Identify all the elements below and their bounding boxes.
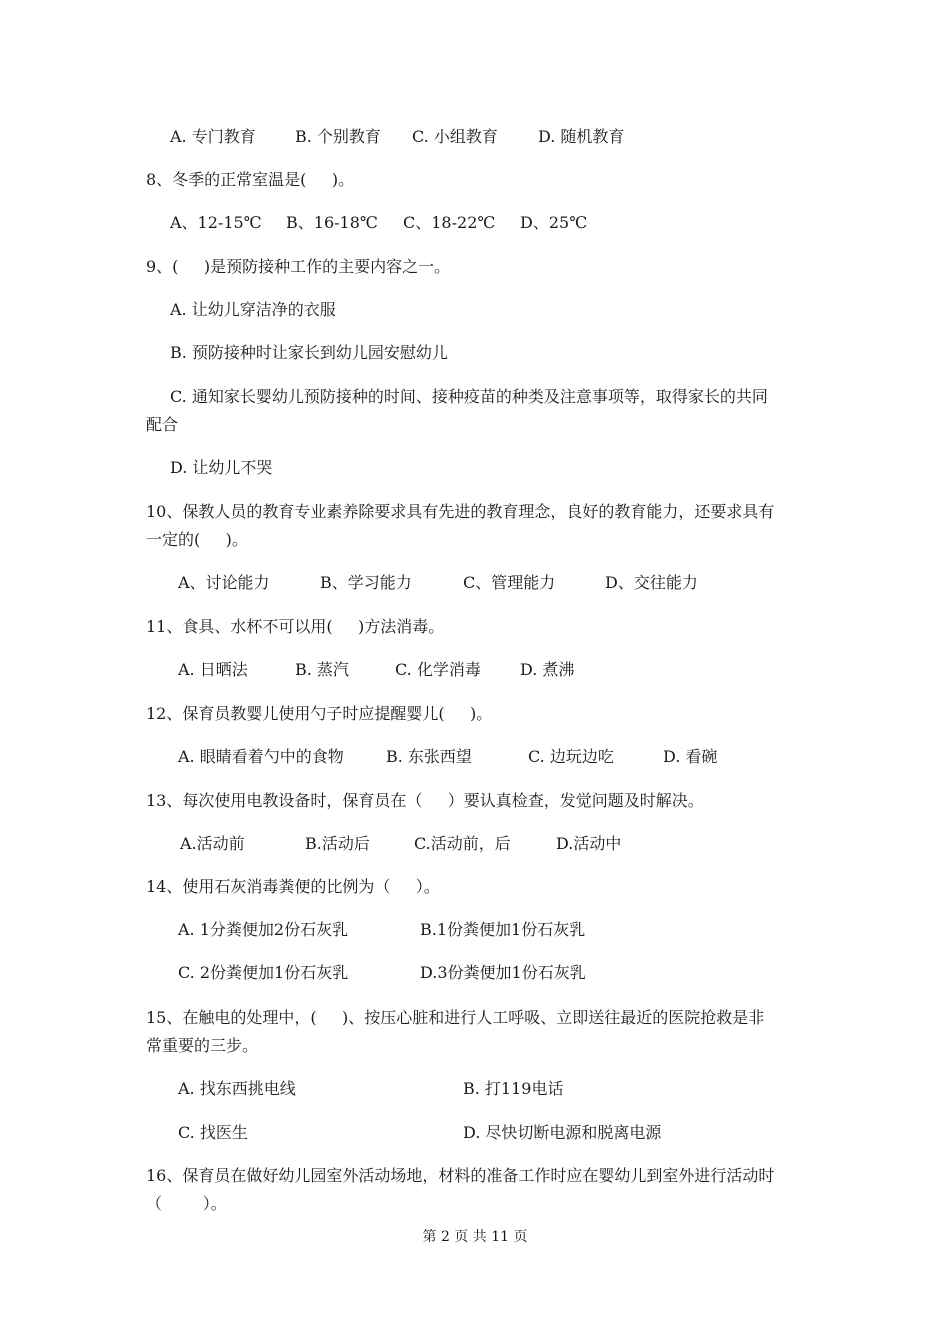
- q8-option-b: B、16-18℃: [286, 213, 378, 232]
- q13-option-a: A.活动前: [180, 834, 245, 853]
- q8-option-d: D、25℃: [520, 213, 588, 232]
- q16-stem-line2: （ ）。: [146, 1194, 227, 1213]
- q9-option-c-line1: C. 通知家长婴幼儿预防接种的时间、接种疫苗的种类及注意事项等，取得家长的共同: [170, 387, 768, 406]
- q11-option-d: D. 煮沸: [520, 660, 575, 679]
- q14-option-d: D.3份粪便加1份石灰乳: [420, 963, 586, 982]
- q15-stem-line1: 15、在触电的处理中，( )、按压心脏和进行人工呼吸、立即送往最近的医院抢救是非: [146, 1008, 765, 1027]
- q11-option-b: B. 蒸汽: [295, 660, 349, 679]
- q10-stem-line1: 10、保教人员的教育专业素养除要求具有先进的教育理念，良好的教育能力，还要求具有: [146, 502, 775, 521]
- q12-stem: 12、保育员教婴儿使用勺子时应提醒婴儿( )。: [146, 704, 493, 723]
- q9-option-d: D. 让幼儿不哭: [170, 458, 273, 477]
- q8-option-c: C、18-22℃: [403, 213, 496, 232]
- q12-option-d: D. 看碗: [663, 747, 718, 766]
- q15-option-b: B. 打119电话: [463, 1079, 564, 1098]
- q13-option-b: B.活动后: [305, 834, 370, 853]
- q7-option-d: D. 随机教育: [538, 127, 625, 146]
- q7-option-b: B. 个别教育: [295, 127, 381, 146]
- q8-option-a: A、12-15℃: [170, 213, 262, 232]
- q11-stem: 11、食具、水杯不可以用( )方法消毒。: [146, 617, 445, 636]
- q12-option-b: B. 东张西望: [386, 747, 472, 766]
- q16-stem-line1: 16、保育员在做好幼儿园室外活动场地，材料的准备工作时应在婴幼儿到室外进行活动时: [146, 1166, 775, 1185]
- q15-option-c: C. 找医生: [178, 1123, 248, 1142]
- q11-option-c: C. 化学消毒: [395, 660, 481, 679]
- q10-option-c: C、管理能力: [463, 573, 556, 592]
- q9-stem: 9、( )是预防接种工作的主要内容之一。: [146, 257, 451, 276]
- q15-stem-line2: 常重要的三步。: [146, 1036, 259, 1055]
- q7-option-a: A. 专门教育: [170, 127, 256, 146]
- q7-option-c: C. 小组教育: [412, 127, 498, 146]
- q9-option-a: A. 让幼儿穿洁净的衣服: [170, 300, 336, 319]
- q14-option-b: B.1份粪便加1份石灰乳: [420, 920, 586, 939]
- q13-option-d: D.活动中: [556, 834, 622, 853]
- q12-option-a: A. 眼睛看着勺中的食物: [178, 747, 344, 766]
- q14-option-a: A. 1分粪便加2份石灰乳: [178, 920, 349, 939]
- q11-option-a: A. 日晒法: [178, 660, 248, 679]
- q14-stem: 14、使用石灰消毒粪便的比例为（ ）。: [146, 877, 440, 896]
- q9-option-b: B. 预防接种时让家长到幼儿园安慰幼儿: [170, 343, 448, 362]
- q14-option-c: C. 2份粪便加1份石灰乳: [178, 963, 349, 982]
- q9-option-c-line2: 配合: [146, 415, 179, 434]
- q10-stem-line2: 一定的( )。: [146, 530, 248, 549]
- q12-option-c: C. 边玩边吃: [528, 747, 614, 766]
- q8-stem: 8、冬季的正常室温是( )。: [146, 170, 355, 189]
- q15-option-a: A. 找东西挑电线: [178, 1079, 296, 1098]
- page-number-footer: 第 2 页 共 11 页: [422, 1229, 528, 1245]
- q10-option-b: B、学习能力: [320, 573, 412, 592]
- q10-option-d: D、交往能力: [605, 573, 698, 592]
- q13-stem: 13、每次使用电教设备时，保育员在（ ）要认真检查，发觉问题及时解决。: [146, 791, 704, 810]
- q10-option-a: A、讨论能力: [178, 573, 270, 592]
- q13-option-c: C.活动前，后: [414, 834, 511, 853]
- q15-option-d: D. 尽快切断电源和脱离电源: [463, 1123, 662, 1142]
